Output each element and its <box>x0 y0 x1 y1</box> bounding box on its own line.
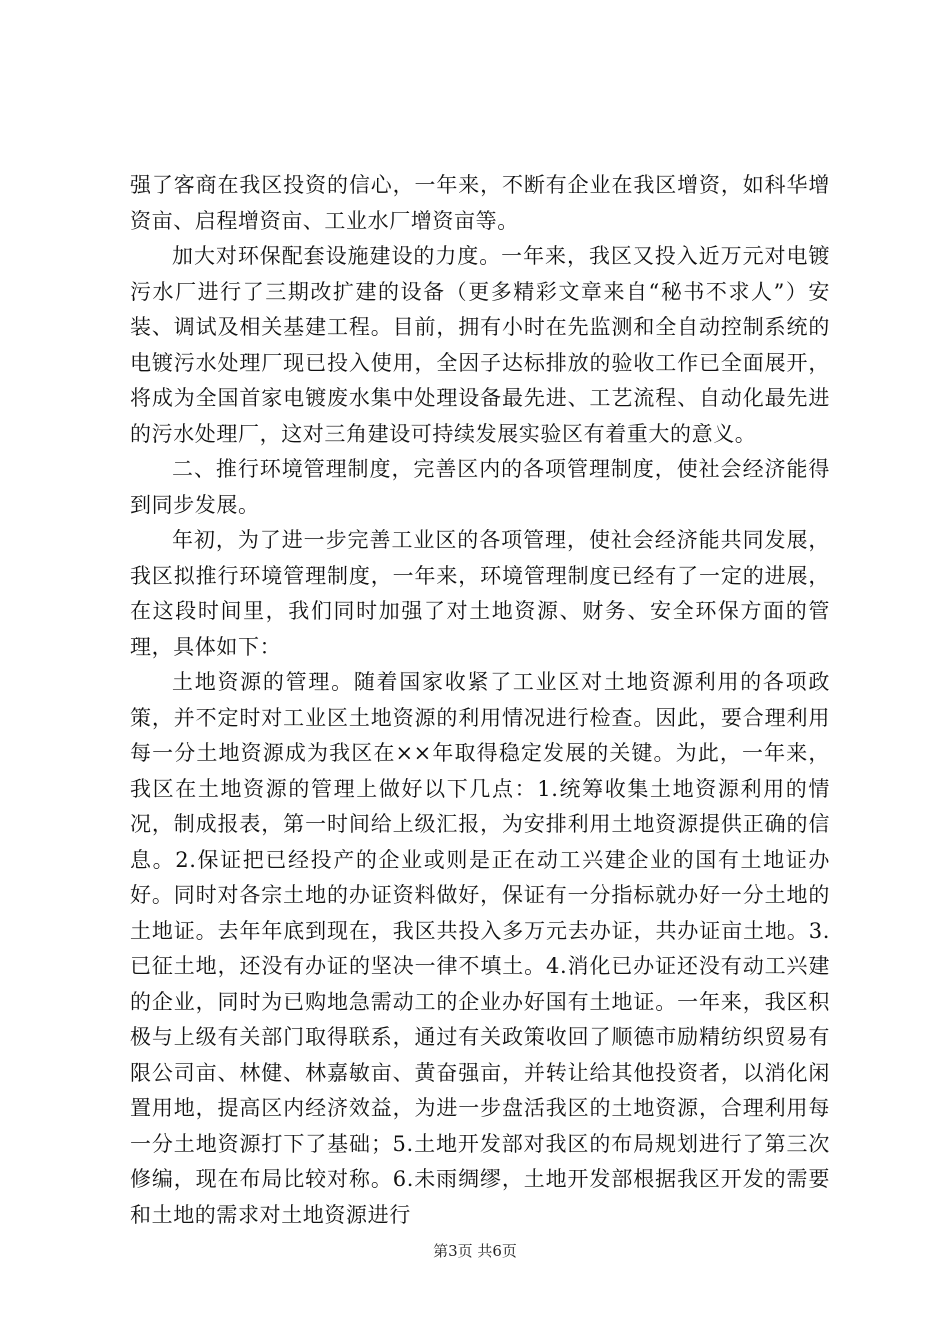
page-number-footer: 第3页 共6页 <box>433 1242 517 1260</box>
document-body <box>130 168 830 1233</box>
paragraph: 土地资源的管理。随着国家收紧了工业区对土地资源利用的各项政策，并不定时对工业区土地资源的利用情况进行检查。因此，要合理利用每一分土地资源成为我区在××年取得稳定发展的关键。为此，一年来，我区在土地资源的管理上做好以下几点：1.统筹收集土地资源利用的情况，制成报表，第一时间给上级汇报，为安排利用土地资源提供正确的信息。2.保证把已经投产的企业或则是正在动工兴建企业的国有土地证办好。同时对各宗土地的办证资料做好，保证有一分指标就办好一分土地的土地证。去年年底到现在，我区共投入多万元去办证，共办证亩土地。3.已征土地，还没有办证的坚决一律不填土。4.消化已办证还没有动工兴建的企业，同时为已购地急需动工的企业办好国有土地证。一年来，我区积极与上级有关部门取得联系，通过有关政策收回了顺德市励精纺织贸易有限公司亩、林健、林嘉敏亩、黄奋强亩，并转让给其他投资者，以消化闲置用地，提高区内经济效益，为进一步盘活我区的土地资源，合理利用每一分土地资源打下了基础；5.土地开发部对我区的布局规划进行了第三次修编，现在布局比较对称。6.未雨绸缪，土地开发部根据我区开发的需要和土地的需求对土地资源进行 <box>130 670 830 1227</box>
section-heading: 二、推行环境管理制度，完善区内的各项管理制度，使社会经济能得到同步发展。 <box>130 457 830 517</box>
paragraph: 年初，为了进一步完善工业区的各项管理，使社会经济能共同发展，我区拟推行环境管理制度，一年来，环境管理制度已经有了一定的进展，在这段时间里，我们同时加强了对土地资源、财务、安全环保方面的管理，具体如下： <box>130 528 830 659</box>
paragraph: 加大对环保配套设施建设的力度。一年来，我区又投入近万元对电镀污水厂进行了三期改扩建的设备（更多精彩文章来自“秘书不求人”）安装、调试及相关基建工程。目前，拥有小时在先监测和全自动控制系统的电镀污水处理厂现已投入使用，全因子达标排放的验收工作已全面展开，将成为全国首家电镀废水集中处理设备最先进、工艺流程、自动化最先进的污水处理厂，这对三角建设可持续发展实验区有着重大的意义。 <box>130 244 830 446</box>
paragraph: 强了客商在我区投资的信心，一年来，不断有企业在我区增资，如科华增资亩、启程增资亩、工业水厂增资亩等。 <box>130 173 830 233</box>
